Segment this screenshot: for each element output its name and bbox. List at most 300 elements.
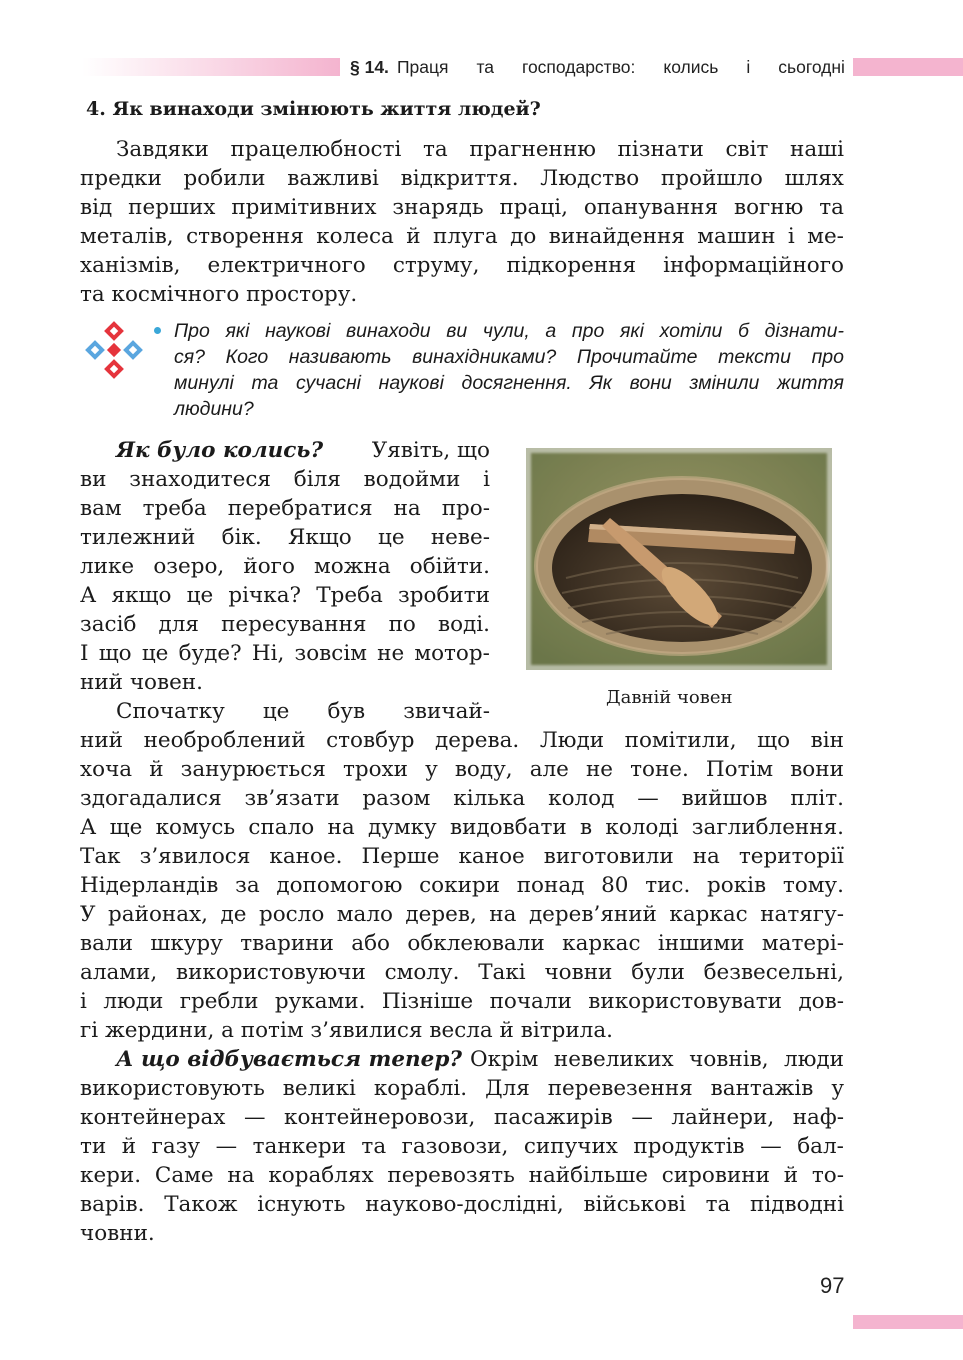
word: Треба: [316, 583, 383, 608]
word: стовбур: [326, 728, 415, 753]
word: тилежний: [80, 525, 196, 550]
word: що: [98, 641, 132, 666]
footer-decor-bar: [853, 1315, 963, 1329]
word: тексти: [718, 346, 792, 368]
word: науково-дослідні,: [365, 1192, 564, 1217]
word: сировини: [661, 1163, 770, 1188]
text-line: [80, 553, 490, 581]
word: почали: [489, 989, 572, 1014]
word: а: [545, 320, 557, 342]
word: б: [738, 320, 749, 342]
text-line: [80, 1133, 844, 1161]
word: робили: [183, 166, 266, 191]
word: бік.: [221, 525, 262, 550]
text-line: [80, 901, 844, 929]
word: воду,: [454, 757, 513, 782]
word: наукові: [378, 372, 444, 394]
word: для: [158, 612, 199, 637]
word: газовози,: [401, 1134, 509, 1159]
word: зв’язати: [244, 786, 340, 811]
word: Окрім: [469, 1047, 539, 1072]
word: колод: [548, 786, 615, 811]
word: лике: [80, 554, 135, 579]
word: пліт.: [790, 786, 844, 811]
word: світ: [725, 137, 769, 162]
word: найбільше: [528, 1163, 648, 1188]
word: і: [80, 989, 87, 1014]
header-section-title: [397, 57, 845, 78]
text-line: [80, 785, 844, 813]
ancient-boat-photo: [526, 448, 832, 670]
word: Такі: [478, 960, 526, 985]
word: не: [377, 641, 405, 666]
word: колись: [663, 56, 719, 77]
word: Нідерландів: [80, 873, 219, 898]
word: використовують: [80, 1076, 265, 1101]
word: по: [388, 612, 416, 637]
word: були: [631, 960, 685, 985]
word: опанування: [583, 195, 719, 220]
word: звичай-: [403, 699, 490, 724]
word: районах,: [108, 902, 208, 927]
word: обклеювали: [407, 931, 545, 956]
word: бал-: [797, 1134, 844, 1159]
word: пересування: [221, 612, 367, 637]
word: понад: [516, 873, 585, 898]
word: кери.: [80, 1163, 142, 1188]
word: мотор-: [414, 641, 490, 666]
word: газу: [151, 1134, 201, 1159]
word: дерев,: [405, 902, 477, 927]
word: не: [585, 757, 614, 782]
word: кілька: [453, 786, 526, 811]
word: колоді: [605, 815, 679, 840]
word: здогадалися: [80, 786, 222, 811]
word: життя: [777, 372, 844, 394]
word: вони: [790, 757, 844, 782]
text-line: [80, 252, 844, 280]
word: 80: [601, 873, 629, 898]
word: каркас: [669, 902, 748, 927]
word: продуктів: [633, 1134, 745, 1159]
word: вогню: [733, 195, 804, 220]
word: алами,: [80, 960, 158, 985]
word: пройшло: [660, 166, 763, 191]
word: створення: [186, 224, 304, 249]
word: Праця: [396, 56, 449, 77]
word: знаходитеся: [129, 467, 271, 492]
text-line: [80, 988, 844, 1016]
word: біля: [293, 467, 341, 492]
word: від: [80, 195, 113, 220]
word: у: [831, 1076, 844, 1101]
word: господарство:: [521, 56, 636, 77]
word: дерев’яний: [528, 902, 657, 927]
word: засіб: [80, 612, 137, 637]
word: неве-: [430, 525, 490, 550]
word: і: [746, 56, 751, 77]
word: Також: [164, 1192, 238, 1217]
word: якщо: [111, 583, 172, 608]
text-line: [80, 959, 844, 987]
word: або: [351, 931, 390, 956]
word: Так: [80, 844, 121, 869]
text-line: [80, 611, 490, 639]
text-line: [80, 495, 490, 523]
word: підводні: [750, 1192, 844, 1217]
word: Прочитайте: [576, 346, 698, 368]
word: електричного: [207, 253, 366, 278]
word: сучасні: [295, 372, 362, 394]
word: винайдення: [548, 224, 685, 249]
text-line: [80, 727, 844, 755]
word: праці,: [499, 195, 568, 220]
word: необроблений: [143, 728, 306, 753]
word: І: [80, 641, 89, 666]
text-line: [80, 524, 490, 552]
question-line: людини?: [174, 398, 254, 420]
text-line: та космічного простору.: [80, 282, 358, 307]
text-line: [80, 194, 844, 222]
word: чули,: [482, 320, 530, 342]
figure-caption: Давній човен: [606, 687, 733, 708]
word: тому.: [782, 873, 844, 898]
word: сипучих: [523, 1134, 618, 1159]
word: але: [529, 757, 569, 782]
running-header: [350, 55, 845, 79]
word: Якщо: [288, 525, 352, 550]
word: каное: [458, 844, 525, 869]
word: території: [738, 844, 844, 869]
word: Пізніше: [381, 989, 474, 1014]
word: гребли: [179, 989, 259, 1014]
word: це: [141, 641, 169, 666]
word: наф-: [792, 1105, 844, 1130]
text-line: [80, 814, 844, 842]
word: колеса: [316, 224, 394, 249]
word: Про: [174, 320, 210, 342]
word: вони: [629, 372, 672, 394]
text-line: [116, 698, 490, 726]
word: називають: [288, 346, 392, 368]
word: люди: [103, 989, 164, 1014]
word: про: [571, 320, 605, 342]
word: контейнерах: [80, 1105, 226, 1130]
text-line: [80, 223, 844, 251]
word: перебратися: [227, 496, 373, 521]
word: й: [149, 757, 164, 782]
word: руками.: [274, 989, 366, 1014]
word: з’явилося: [139, 844, 251, 869]
word: за: [235, 873, 260, 898]
word: перевезення: [547, 1076, 693, 1101]
text-line: [80, 582, 490, 610]
word: це: [262, 699, 290, 724]
word: думку: [367, 815, 437, 840]
word: каркас: [562, 931, 641, 956]
word: у: [425, 757, 438, 782]
word: винаходи: [345, 320, 431, 342]
word: то-: [811, 1163, 844, 1188]
word: воді.: [437, 612, 490, 637]
word: Людство: [540, 166, 640, 191]
past-heading: Як було колись?: [116, 438, 324, 463]
word: предки: [80, 166, 162, 191]
word: знарядь: [392, 195, 484, 220]
word: іншими: [657, 931, 745, 956]
bullet-dot: [154, 327, 161, 334]
text-line: [80, 756, 844, 784]
text-line: човни.: [80, 1221, 155, 1246]
word: відкриття.: [400, 166, 519, 191]
text-line: [80, 872, 844, 900]
word: ви: [80, 467, 107, 492]
word: треба: [142, 496, 207, 521]
word: та: [251, 372, 279, 394]
text-fragment: Уявіть, що: [371, 438, 490, 463]
section-heading: 4. Як винаходи змінюють життя людей?: [86, 98, 541, 120]
word: до: [510, 224, 537, 249]
word: натягу-: [760, 902, 844, 927]
word: Спочатку: [116, 699, 225, 724]
word: його: [243, 554, 295, 579]
word: на: [489, 902, 517, 927]
header-section-mark: § 14.: [350, 56, 389, 77]
word: й: [406, 224, 421, 249]
text-line: [80, 1075, 844, 1103]
word: мало: [336, 902, 393, 927]
word: сокири: [419, 873, 500, 898]
word: смолу.: [384, 960, 460, 985]
word: важливі: [287, 166, 379, 191]
word: пізнати: [617, 137, 704, 162]
word: і: [483, 467, 490, 492]
word: що: [757, 728, 791, 753]
word: й: [121, 1134, 137, 1159]
text-line: [116, 1046, 844, 1074]
word: ся?: [174, 346, 206, 368]
word: водойми: [363, 467, 461, 492]
word: ханізмів,: [80, 253, 181, 278]
word: —: [215, 1134, 238, 1159]
word: танкери: [252, 1134, 346, 1159]
word: використовуючи: [175, 960, 366, 985]
word: на: [692, 844, 720, 869]
word: минулі: [174, 372, 234, 394]
word: наукові: [265, 320, 331, 342]
word: шкуру: [150, 931, 223, 956]
word: змінили: [689, 372, 760, 394]
word: обійти.: [409, 554, 490, 579]
word: човнів,: [689, 1047, 769, 1072]
word: Потім: [705, 757, 774, 782]
word: великі: [282, 1076, 356, 1101]
word: примітивних: [231, 195, 377, 220]
text-line: [80, 640, 490, 668]
word: росло: [258, 902, 325, 927]
word: річка?: [228, 583, 302, 608]
word: можна: [314, 554, 391, 579]
word: вам: [80, 496, 122, 521]
word: сьогодні: [778, 56, 845, 77]
word: Для: [485, 1076, 530, 1101]
word: зовсім: [294, 641, 367, 666]
word: металів,: [80, 224, 174, 249]
word: про: [811, 346, 844, 368]
word: трохи: [342, 757, 409, 782]
word: машин: [697, 224, 776, 249]
word: допомогою: [276, 873, 403, 898]
word: тис.: [645, 873, 691, 898]
word: кораблях: [268, 1163, 374, 1188]
word: він: [810, 728, 844, 753]
word: занурюється: [180, 757, 326, 782]
text-line: [80, 843, 844, 871]
word: Як: [589, 372, 612, 394]
text-line: [116, 437, 490, 465]
word: контейнеровози,: [284, 1105, 476, 1130]
word: досягнення.: [461, 372, 572, 394]
word: вийшов: [681, 786, 768, 811]
word: невеликих: [553, 1047, 674, 1072]
word: перевозять: [387, 1163, 515, 1188]
text-fragment: [470, 1046, 844, 1074]
word: каное.: [269, 844, 343, 869]
word: люди: [784, 1047, 844, 1072]
discussion-icon: [80, 320, 148, 380]
word: існують: [257, 1192, 346, 1217]
word: Завдяки: [116, 137, 209, 162]
present-heading: А що відбувається тепер?: [116, 1047, 462, 1072]
question-line: [174, 318, 844, 344]
text-line: [116, 136, 844, 164]
word: тварини: [240, 931, 334, 956]
word: працелюбності: [230, 137, 402, 162]
word: вали: [80, 931, 133, 956]
word: шлях: [784, 166, 844, 191]
word: вантажів: [710, 1076, 814, 1101]
word: матері-: [761, 931, 844, 956]
word: хотіли: [659, 320, 723, 342]
word: підкорення: [506, 253, 637, 278]
text-line: [80, 1191, 844, 1219]
word: та: [476, 56, 494, 77]
word: де: [220, 902, 247, 927]
word: струму,: [392, 253, 480, 278]
word: Саме: [154, 1163, 214, 1188]
word: та: [422, 137, 448, 162]
word: плуга: [433, 224, 498, 249]
text-line: [80, 1162, 844, 1190]
word: видовбати: [449, 815, 567, 840]
word: та: [361, 1134, 387, 1159]
word: А: [80, 583, 97, 608]
word: і: [787, 224, 795, 249]
word: озеро,: [153, 554, 225, 579]
word: Ні,: [251, 641, 285, 666]
header-decor-bar-right: [853, 58, 963, 76]
word: та: [819, 195, 844, 220]
word: на: [393, 496, 421, 521]
word: які: [225, 320, 250, 342]
word: У: [80, 902, 96, 927]
word: ви: [446, 320, 468, 342]
word: хоча: [80, 757, 133, 782]
text-line: [80, 930, 844, 958]
word: А: [80, 815, 97, 840]
word: —: [760, 1134, 782, 1159]
word: заглиблення.: [691, 815, 844, 840]
page-number: 97: [820, 1273, 845, 1298]
question-line: [174, 370, 844, 396]
word: пасажирів: [493, 1105, 613, 1130]
word: Люди: [539, 728, 605, 753]
word: кораблі.: [373, 1076, 468, 1101]
word: в: [579, 815, 593, 840]
word: використовувати: [588, 989, 782, 1014]
word: та: [705, 1192, 731, 1217]
word: які: [619, 320, 644, 342]
word: це: [378, 525, 405, 550]
text-line: [80, 466, 490, 494]
word: дізнати-: [764, 320, 844, 342]
word: й: [783, 1163, 799, 1188]
word: ме-: [807, 224, 844, 249]
word: дерева.: [435, 728, 520, 753]
word: ще: [109, 815, 143, 840]
word: —: [637, 786, 659, 811]
word: Кого: [225, 346, 269, 368]
text-line: гі жердини, а потім з’явилися весла й вітрила.: [80, 1018, 613, 1043]
word: варів.: [80, 1192, 145, 1217]
word: ний: [80, 728, 123, 753]
word: про-: [441, 496, 490, 521]
word: помітили,: [624, 728, 737, 753]
word: інформаційного: [663, 253, 844, 278]
word: наші: [789, 137, 844, 162]
word: спало: [248, 815, 315, 840]
word: безвесельні,: [703, 960, 844, 985]
word: —: [243, 1105, 266, 1130]
text-line: ний човен.: [80, 670, 203, 695]
word: Перше: [361, 844, 440, 869]
word: винахідниками?: [412, 346, 557, 368]
word: буде?: [178, 641, 242, 666]
word: дов-: [798, 989, 844, 1014]
word: комусь: [155, 815, 236, 840]
word: лайнери,: [671, 1105, 775, 1130]
word: тоне.: [630, 757, 689, 782]
word: човни: [544, 960, 613, 985]
word: на: [227, 1163, 255, 1188]
word: військові: [583, 1192, 686, 1217]
word: був: [327, 699, 366, 724]
word: прагненню: [469, 137, 596, 162]
word: це: [186, 583, 214, 608]
question-line: [174, 344, 844, 370]
word: зробити: [398, 583, 490, 608]
word: —: [631, 1105, 653, 1130]
header-decor-bar-left: [82, 58, 340, 76]
word: виготовили: [543, 844, 674, 869]
word: перших: [128, 195, 216, 220]
word: на: [327, 815, 355, 840]
word: разом: [362, 786, 431, 811]
word: ти: [80, 1134, 107, 1159]
text-line: [80, 165, 844, 193]
word: років: [707, 873, 767, 898]
text-line: [80, 1104, 844, 1132]
